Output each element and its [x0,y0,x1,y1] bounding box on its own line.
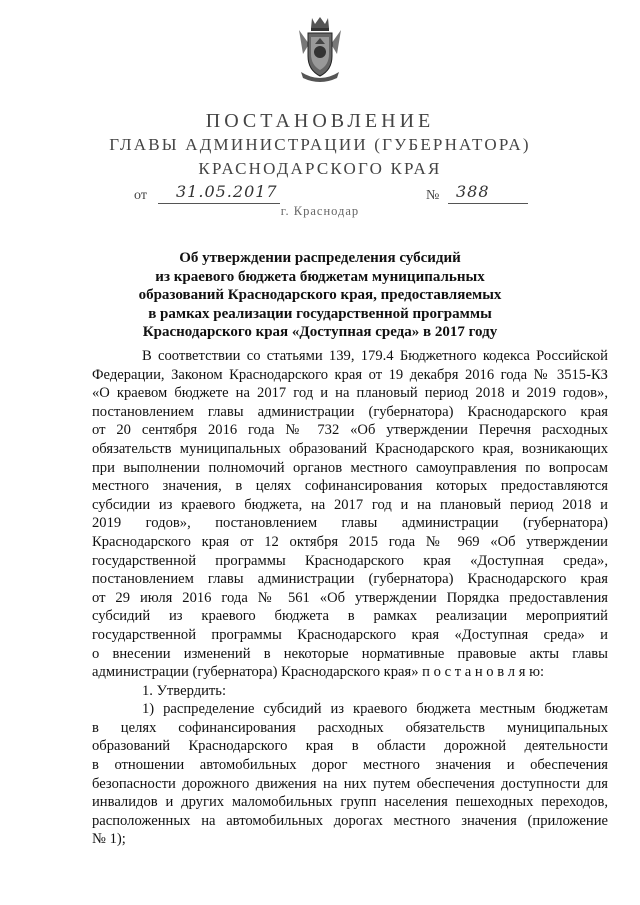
body-line: постановлением главы администрации (губернатора) Краснодарского края [92,403,608,420]
body-line: 2019 годов», постановлением главы администрации (губернатора) [92,515,608,532]
body-line: Краснодарского края от 12 октября 2015 года № 969 «Об утверждении [92,533,608,550]
body-line: № 1); [92,831,126,848]
title-line: в рамках реализации государственной программы [148,305,492,322]
body-line: при выполнении полномочий органов местного самоуправления по вопросам [92,459,608,476]
number-label: № [426,188,440,203]
body-line: Федерации, Законом Краснодарского края от 19 декабря 2016 года № 3515-КЗ [92,366,608,383]
issuer-line-1: ГЛАВЫ АДМИНИСТРАЦИИ (ГУБЕРНАТОРА) [109,135,531,154]
document-body [92,347,608,849]
number-value: 388 [456,182,490,201]
city: г. Краснодар [280,204,360,218]
body-line: расположенных на автомобильных дорогах местного значения (приложение [92,812,608,829]
title-line: из краевого бюджета бюджетам муниципальных [155,268,485,285]
title-line: Краснодарского края «Доступная среда» в 2017 году [142,324,498,340]
coat-of-arms-icon [295,14,345,82]
body-line: в отношении автомобильных дорог местного значения и обеспечения [92,757,608,774]
date-value: 31.05.2017 [176,182,278,201]
document-title [100,249,540,342]
body-line: субсидий из краевого бюджета в рамках реализации мероприятий [92,608,608,625]
body-line: безопасности дорожного движения на них путем обеспечения доступности для [92,775,608,792]
body-line: 1. Утвердить: [142,682,227,699]
document-type: ПОСТАНОВЛЕНИЕ [205,110,435,132]
body-line: местного значения, в целях софинансирования которых предоставляются [92,478,608,495]
body-line: в целях софинансирования расходных обязательств муниципальных [92,719,608,736]
date-label: от [134,188,147,203]
body-line: «О краевом бюджете на 2017 год и на плановый период 2018 и 2019 годов», [92,385,608,402]
body-line: от 29 июля 2016 года № 561 «Об утверждении Порядка предоставления [92,589,608,606]
body-line: о внесении изменений в некоторые нормативные правовые акты главы [92,645,608,662]
body-line: администрации (губернатора) Краснодарского края» п о с т а н о в л я ю: [92,664,545,681]
body-line: государственной программы Краснодарского края «Доступная среда», [92,552,608,569]
body-line: 1) распределение субсидий из краевого бюджета местным бюджетам [142,701,608,718]
body-line: постановлением главы администрации (губернатора) Краснодарского края [92,571,608,588]
issuer-line-2: КРАСНОДАРСКОГО КРАЯ [198,159,442,178]
body-line: обязательств муниципальных образований Краснодарского края, возникающих [92,440,608,457]
body-line: субсидии из краевого бюджета, на 2017 год и на плановый период 2018 и [92,496,608,513]
title-line: Об утверждении распределения субсидий [179,250,461,266]
body-line: В соответствии со статьями 139, 179.4 Бюджетного кодекса Российской [142,348,608,364]
title-line: образований Краснодарского края, предоставляемых [138,287,502,303]
body-line: от 20 сентября 2016 года № 732 «Об утверждении Перечня расходных [92,422,608,439]
body-line: инвалидов и других маломобильных групп населения пешеходных переходов, [92,794,608,811]
body-line: образований Краснодарского края в области дорожной деятельности [92,738,608,755]
body-line: государственной программы Краснодарского края «Доступная среда» и [92,626,608,643]
